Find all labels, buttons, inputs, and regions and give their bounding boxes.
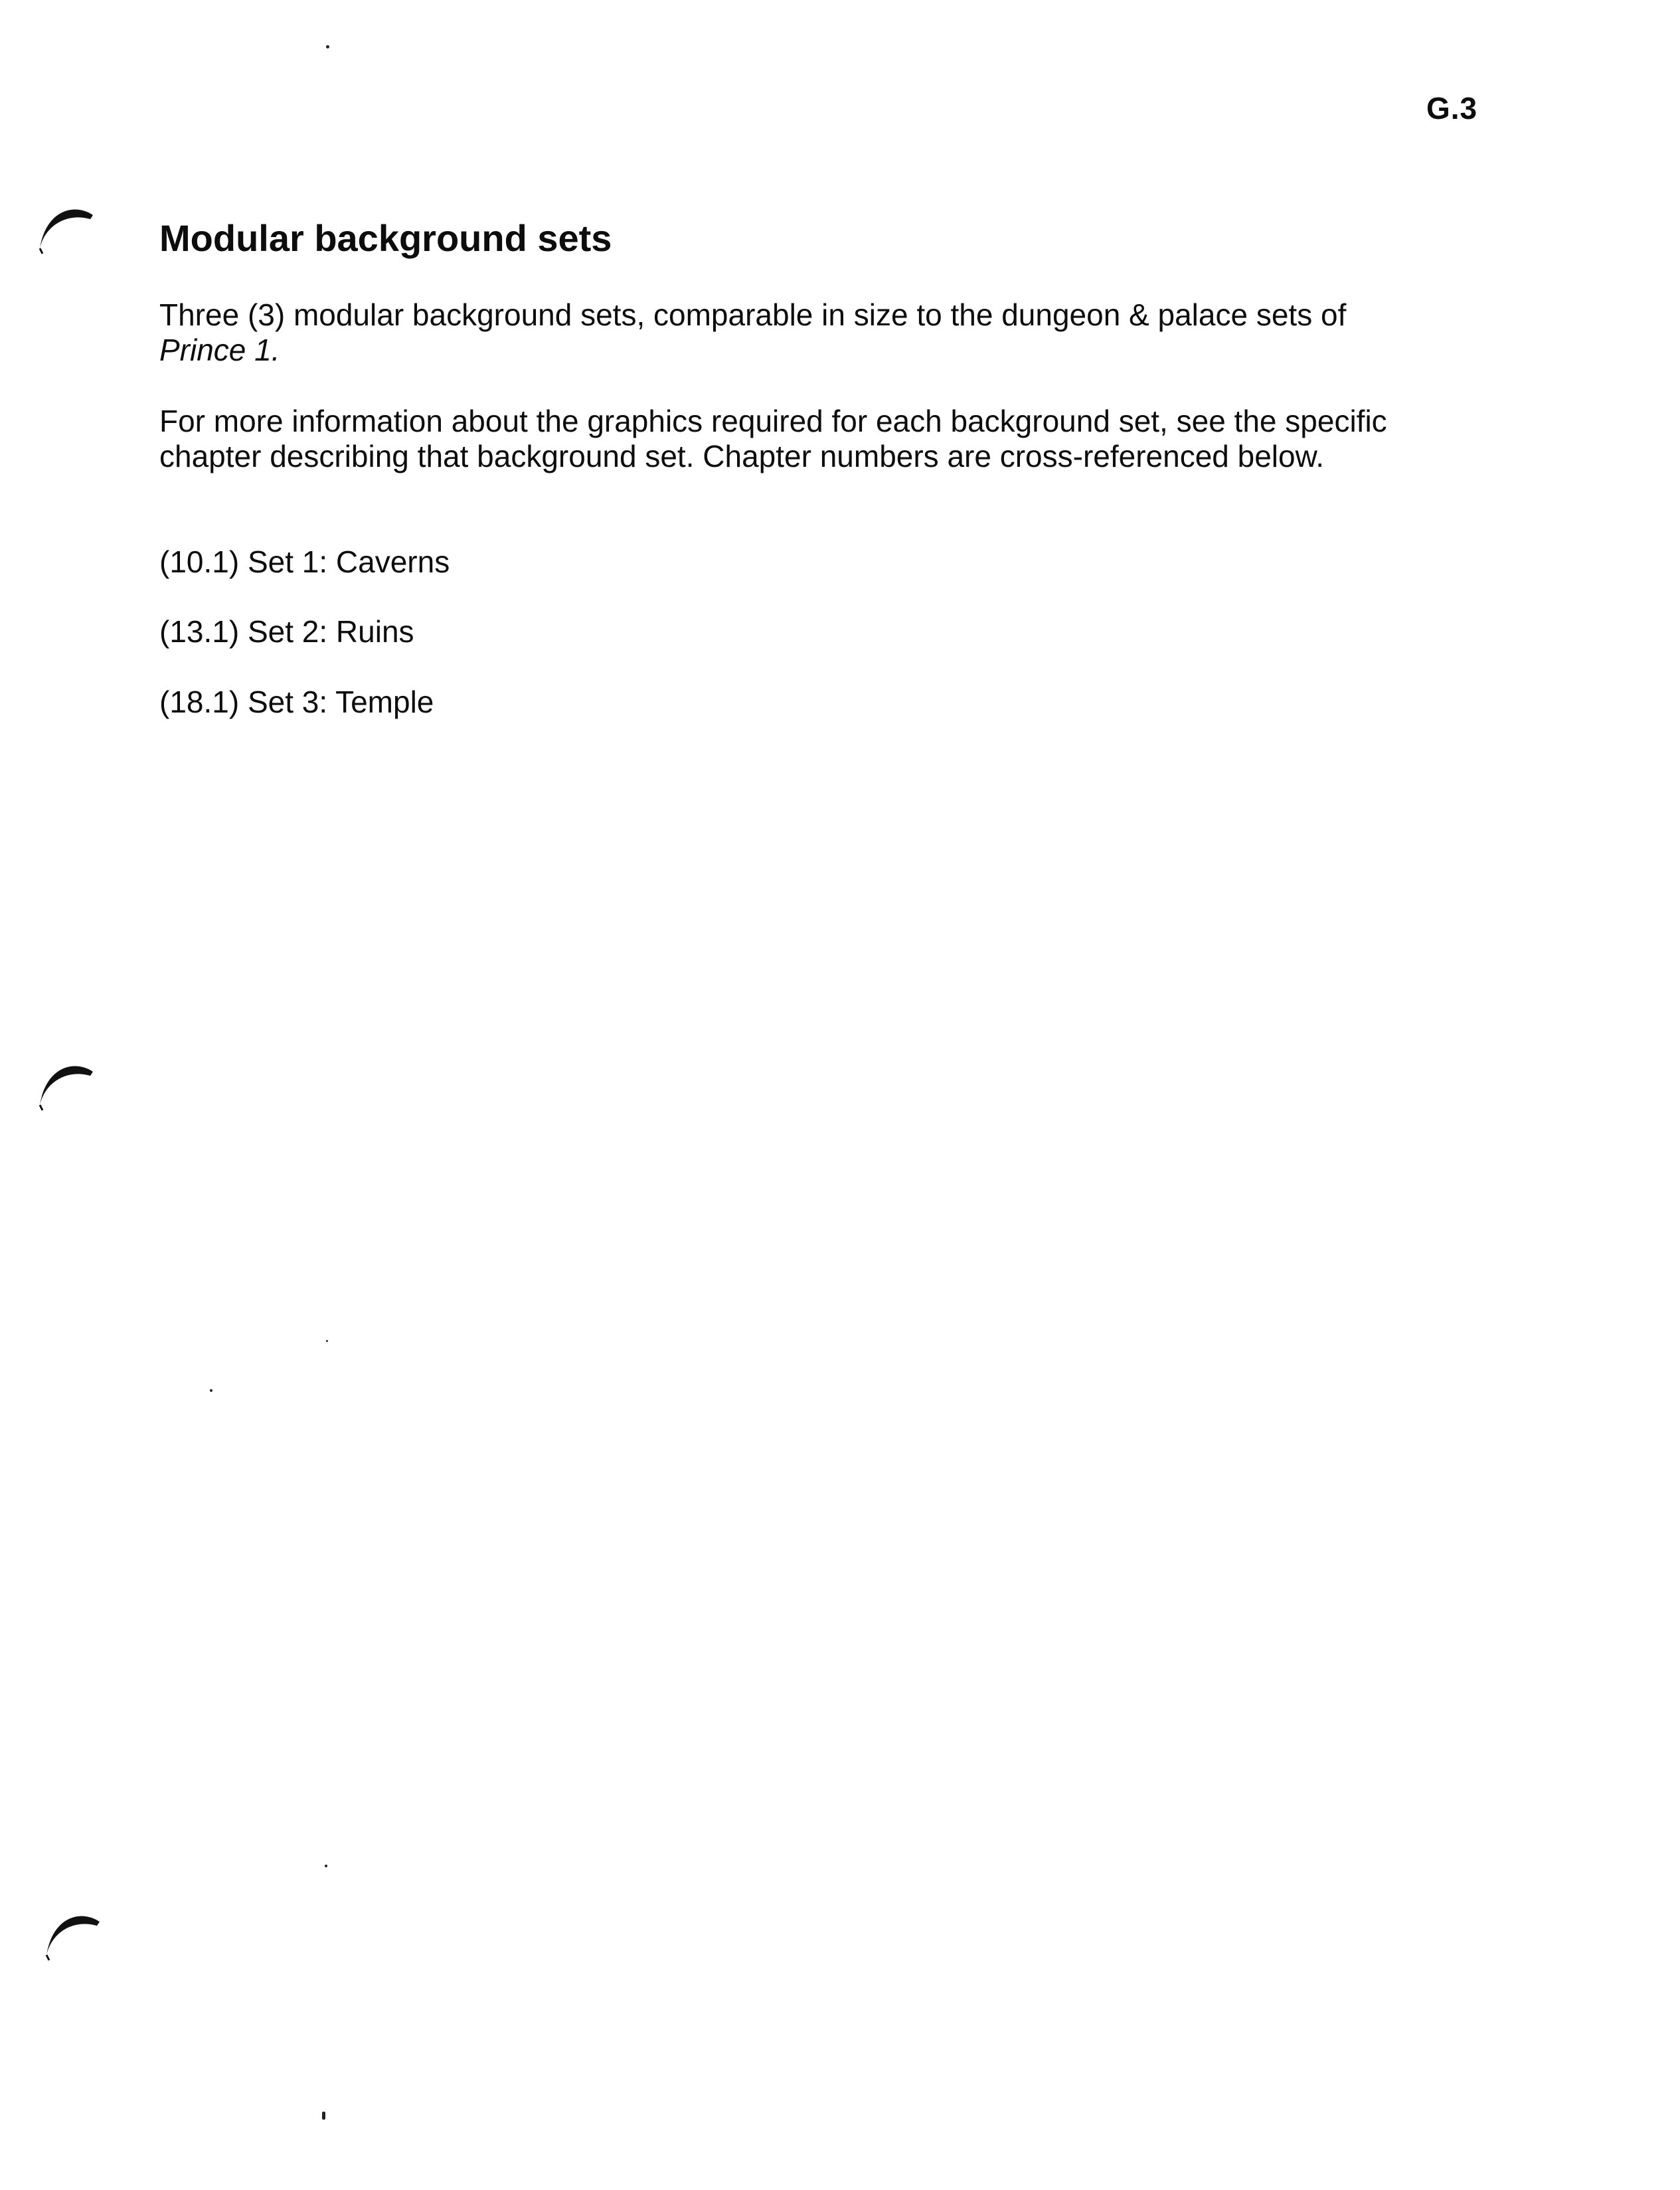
info-paragraph: For more information about the graphics required for each background set, see the specific chapter describing that background set. Chapter numbers are cross-referenced below. bbox=[159, 404, 1387, 473]
set-item-ruins: (13.1) Set 2: Ruins bbox=[159, 614, 414, 649]
scan-speck bbox=[326, 1340, 328, 1342]
intro-paragraph bbox=[159, 297, 1494, 368]
intro-italic-title: Prince 1. bbox=[159, 333, 280, 367]
binder-hole-mark-middle bbox=[35, 1056, 114, 1136]
scan-speck bbox=[326, 45, 329, 48]
section-heading: Modular background sets bbox=[159, 217, 612, 259]
scan-speck bbox=[325, 1865, 327, 1867]
intro-text: Three (3) modular background sets, comparable in size to the dungeon & palace sets of bbox=[159, 297, 1347, 332]
binder-hole-mark-top bbox=[35, 199, 114, 279]
binder-hole-mark-bottom bbox=[41, 1906, 121, 1985]
scan-speck bbox=[322, 2112, 325, 2120]
page-number: G.3 bbox=[1426, 91, 1478, 126]
set-item-caverns: (10.1) Set 1: Caverns bbox=[159, 545, 450, 579]
set-item-temple: (18.1) Set 3: Temple bbox=[159, 685, 434, 719]
scan-speck bbox=[210, 1389, 212, 1392]
